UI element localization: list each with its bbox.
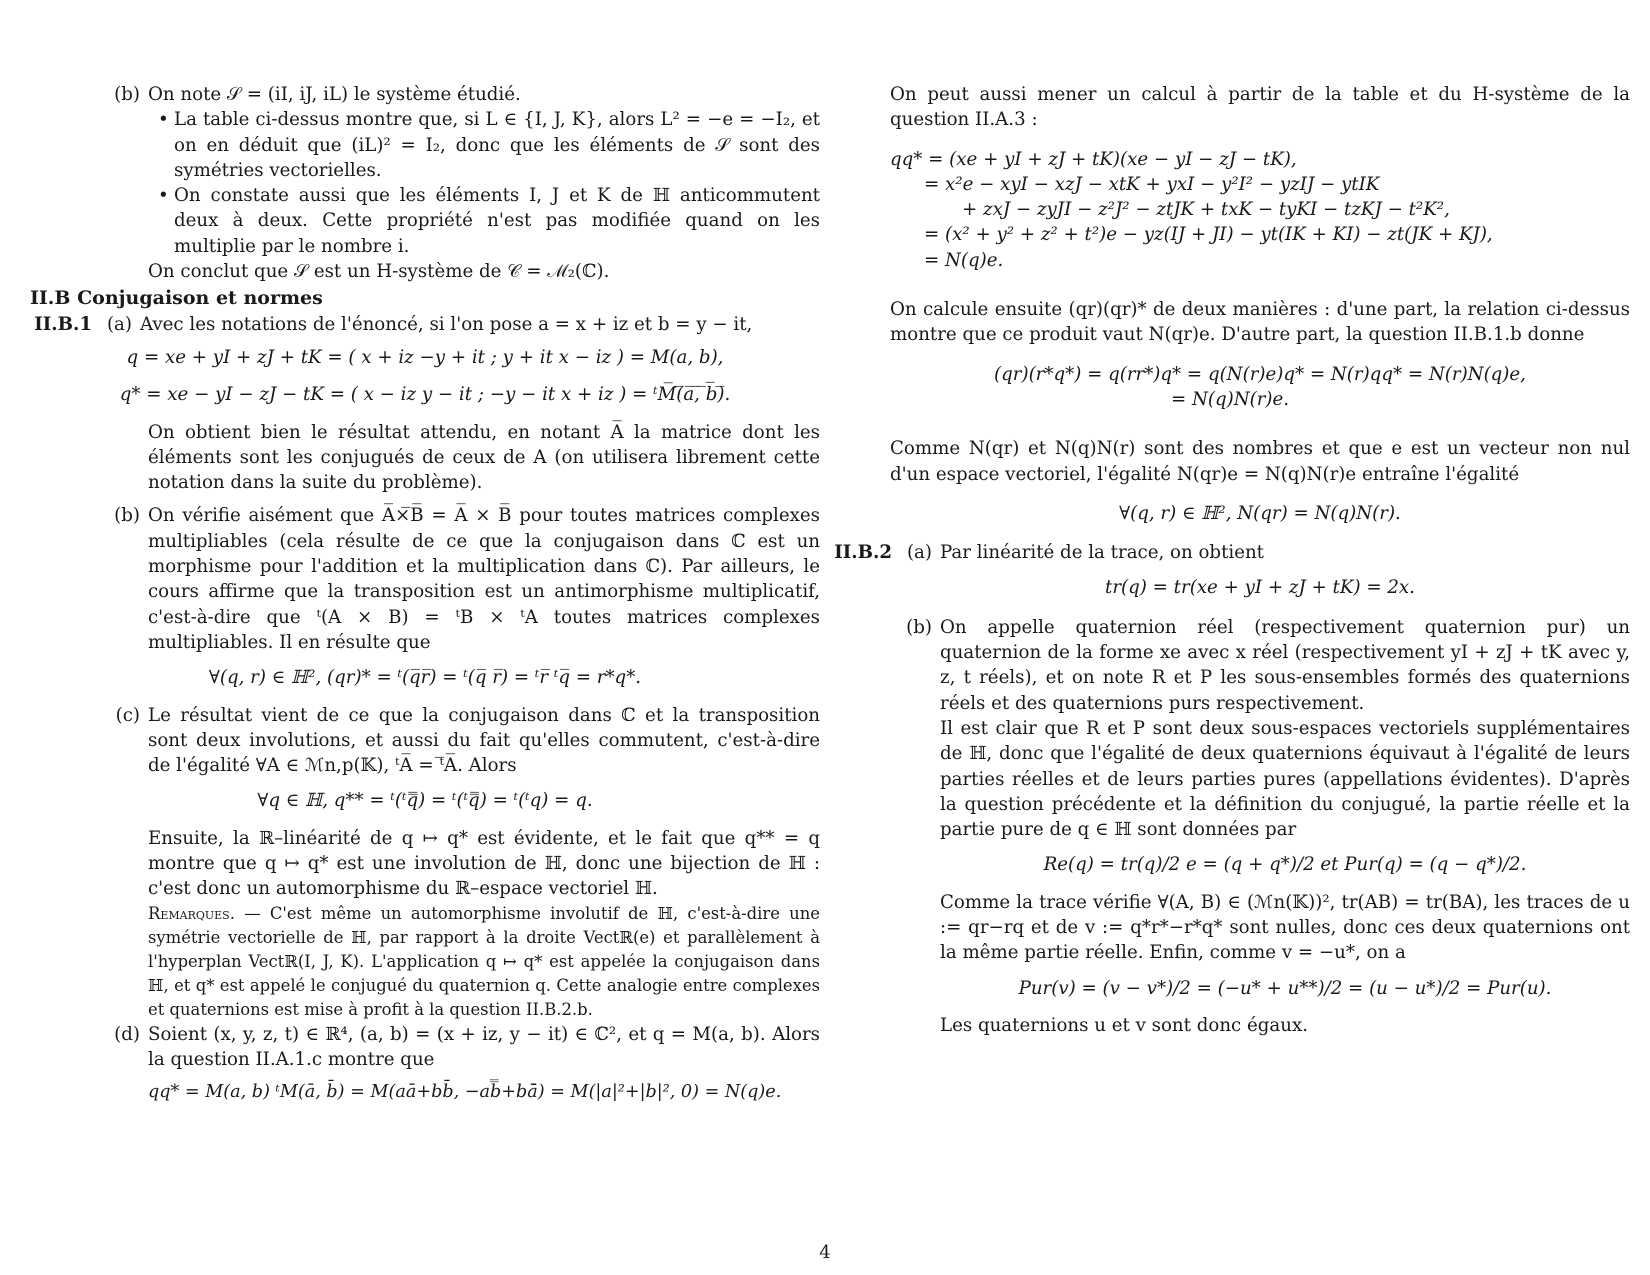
expansion-line: = (x² + y² + z² + t²)e − yz(IJ + JI) − yt(IK + KI) − zt(JK + KJ), xyxy=(924,224,1493,246)
part-d-text: Soient (x, y, z, t) ∈ ℝ⁴, (a, b) = (x + iz, y − it) ∈ ℂ², et q = M(a, b). Alors la question II.A.1.c montre que xyxy=(148,1023,820,1070)
calc-text: On calcule ensuite (qr)(qr)* de deux manières : d'une part, la relation ci-dessus montre que ce produit vaut N(qr)e. D'autre part, la question II.B.1.b donne xyxy=(890,299,1630,346)
equation-q-star-matrix: q* = xe − yI − zJ − tK = ( x − iz y − it ; −y − it x + iz ) = ᵗM̅(̅a̅,̅ ̅b̅)̅. xyxy=(119,384,731,406)
calc-equations xyxy=(890,362,1630,413)
right-intro: On peut aussi mener un calcul à partir de la table et du H-système de la question II.A.3 : xyxy=(890,84,1630,131)
comme-text: Comme N(qr) et N(q)N(r) sont des nombres et que e est un vecteur non nul d'un espace vectoriel, l'égalité N(qr)e = N(q)N(r)e entraîne l'égalité xyxy=(890,438,1630,485)
bullet-item xyxy=(148,107,820,183)
part-b-intro: On note 𝒮 = (iI, iJ, iL) le système étudié. xyxy=(148,84,521,105)
bullet-text: On constate aussi que les éléments I, J et K de ℍ anticommutent deux à deux. Cette propriété n'est pas modifiée quand on les multiplie par le nombre i. xyxy=(174,185,820,257)
part-label: (a) xyxy=(106,313,132,335)
part-b-conclusion: On conclut que 𝒮 est un H-système de 𝒞 = ℳ₂(ℂ). xyxy=(148,261,610,283)
part-c xyxy=(30,703,820,779)
remark-text: — C'est même un automorphisme involutif de ℍ, c'est-à-dire une symétrie vectorielle de ℍ, par rapport à la droite Vectℝ(e) et parallèlement à l'hyperplan Vectℝ(I, J, K). L'application q ↦ q* est appelée la conjugaison dans ℍ, et q* est appelé le conjugué du quaternion q. Cette analogie entre complexes et quaternions est mise à profit à la question II.B.2.b. xyxy=(148,903,820,1019)
expansion-line: = x²e − xyI − xzJ − xtK + yxI − y²I² − yzIJ − ytIK xyxy=(924,173,1380,195)
real-pure-equation: Re(q) = tr(q)/2 e = (q + q*)/2 et Pur(q) = (q − q*)/2. xyxy=(1043,854,1527,876)
norm-multiplicative-equation: ∀(q, r) ∈ ℍ², N(qr) = N(q)N(r). xyxy=(1119,502,1401,524)
expansion-line: qq* = (xe + yI + zJ + tK)(xe − yI − zJ − tK), xyxy=(890,148,1297,170)
part-b-right xyxy=(830,615,1630,716)
bullet-icon: • xyxy=(158,185,169,207)
part-label: (a) xyxy=(906,542,932,564)
equation-q-matrix: q = xe + yI + zJ + tK = ( x + iz −y + it ; y + it x − iz ) = M(a, b), xyxy=(126,346,724,368)
section-title: II.B Conjugaison et normes xyxy=(30,287,323,310)
part-b xyxy=(30,503,820,655)
question-label: II.B.1 xyxy=(34,313,92,335)
part-a-intro: Avec les notations de l'énoncé, si l'on pose a = x + iz et b = y − it, xyxy=(140,313,753,335)
equation-involution: ∀q ∈ ℍ, q** = ᵗ(ᵗq̿) = ᵗ(ᵗq̿) = ᵗ(ᵗq) = q. xyxy=(257,790,593,812)
calc-equation-line: = N(q)N(r)e. xyxy=(1170,388,1290,410)
right-column xyxy=(830,82,1630,1038)
part-label: (b) xyxy=(114,505,140,527)
expansion-line: + zxJ − zyJI − z²J² − ztJK + txK − tyKI − tzKJ − t²K², xyxy=(962,199,1450,221)
equation-norm: qq* = M(a, b) ᵗM(ā, b̄) = M(aā+bb̄, −ab̿+bā̄) = M(|a|²+|b|², 0) = N(q)e. xyxy=(148,1082,782,1103)
bullet-icon: • xyxy=(158,109,169,131)
part-b-text1: On appelle quaternion réel (respectivement quaternion pur) un quaternion de la forme xe avec x réel (respectivement yI + zJ + tK avec y, z, t réels), et on note R et P les sous-ensembles formés des quaternions réels et des quaternions purs respectivement. xyxy=(940,616,1630,714)
question-ii-b-2-a xyxy=(830,540,1630,565)
part-b-final: Les quaternions u et v sont donc égaux. xyxy=(940,1014,1308,1036)
question-label: II.B.2 xyxy=(834,542,892,564)
part-a-conclusion: On obtient bien le résultat attendu, en notant A̅ la matrice dont les éléments sont les conjugués de ceux de A (on utilisera librement cette notation dans la suite du problème). xyxy=(148,421,820,494)
left-column xyxy=(30,82,820,1106)
page-number: 4 xyxy=(819,1242,831,1263)
part-b-text3: Comme la trace vérifie ∀(A, B) ∈ (ℳn(𝕂))², tr(AB) = tr(BA), les traces de u := qr−rq et de v := q*r*−r*q* sont nulles, donc ces deux quaternions ont la même partie réelle. Enfin, comme v = −u*, on a xyxy=(940,891,1630,964)
part-d xyxy=(30,1022,820,1073)
part-b-header xyxy=(30,82,820,107)
remark-label: Remarques. xyxy=(148,903,235,923)
part-label: (b) xyxy=(906,616,932,638)
part-label: (c) xyxy=(115,704,140,726)
part-b-text2: Il est clair que R et P sont deux sous-espaces vectoriels supplémentaires de ℍ, donc que l'égalité de deux quaternions équivaut à l'égalité de leurs parties réelles et de leurs parties pures (appellations évidentes). D'après la question précédente et la définition du conjugué, la partie réelle et la partie pure de q ∈ ℍ sont données par xyxy=(940,717,1630,841)
part-label: (d) xyxy=(114,1023,140,1045)
pur-equation: Pur(v) = (v − v*)/2 = (−u* + u**)/2 = (u − u*)/2 = Pur(u). xyxy=(1018,977,1552,999)
bullet-text: La table ci-dessus montre que, si L ∈ {I, J, K}, alors L² = −e = −I₂, et on en déduit que (iL)² = I₂, donc que les éléments de 𝒮 sont des symétries vectorielles. xyxy=(174,109,820,181)
expansion-equations xyxy=(890,147,1630,273)
part-b-label: (b) xyxy=(114,84,140,105)
part-c-text: Le résultat vient de ce que la conjugaison dans ℂ et la transposition sont deux involutions, et aussi du fait qu'elles commutent, c'est-à-dire de l'égalité ∀A ∈ ℳn,p(𝕂), ᵗA̅ = ᵗ̅A̅. Alors xyxy=(148,704,820,777)
bullet-item xyxy=(148,183,820,259)
expansion-line: = N(q)e. xyxy=(924,249,1004,271)
part-c-text2: Ensuite, la ℝ–linéarité de q ↦ q* est évidente, et le fait que q** = q montre que q ↦ q* est une involution de ℍ, donc une bijection de ℍ : c'est donc un automorphisme du ℝ–espace vectoriel ℍ. xyxy=(148,827,820,900)
calc-equation-line: (qr)(r*q*) = q(rr*)q* = q(N(r)e)q* = N(r)qq* = N(r)N(q)e, xyxy=(994,363,1526,385)
trace-equation: tr(q) = tr(xe + yI + zJ + tK) = 2x. xyxy=(1105,577,1415,599)
equation-conjugate-product: ∀(q, r) ∈ ℍ², (qr)* = ᵗ(q̅r̅) = ᵗ(q̅ r̅) = ᵗr̅ ᵗq̅ = r*q*. xyxy=(208,667,642,689)
remark-block xyxy=(148,902,820,1022)
part-a-text: Par linéarité de la trace, on obtient xyxy=(940,542,1264,564)
question-ii-b-1-a xyxy=(30,312,820,337)
part-b-text: On vérifie aisément que A̅×̅B̅ = A̅ × B̅ pour toutes matrices complexes multipliables (cela résulte de ce que la conjugaison dans ℂ est un morphisme pour l'addition et la multiplication dans ℂ). Par ailleurs, le cours affirme que la transposition est un antimorphisme multiplicatif, c'est-à-dire que ᵗ(A × B) = ᵗB × ᵗA toutes matrices complexes multipliables. Il en résulte que xyxy=(148,505,820,653)
